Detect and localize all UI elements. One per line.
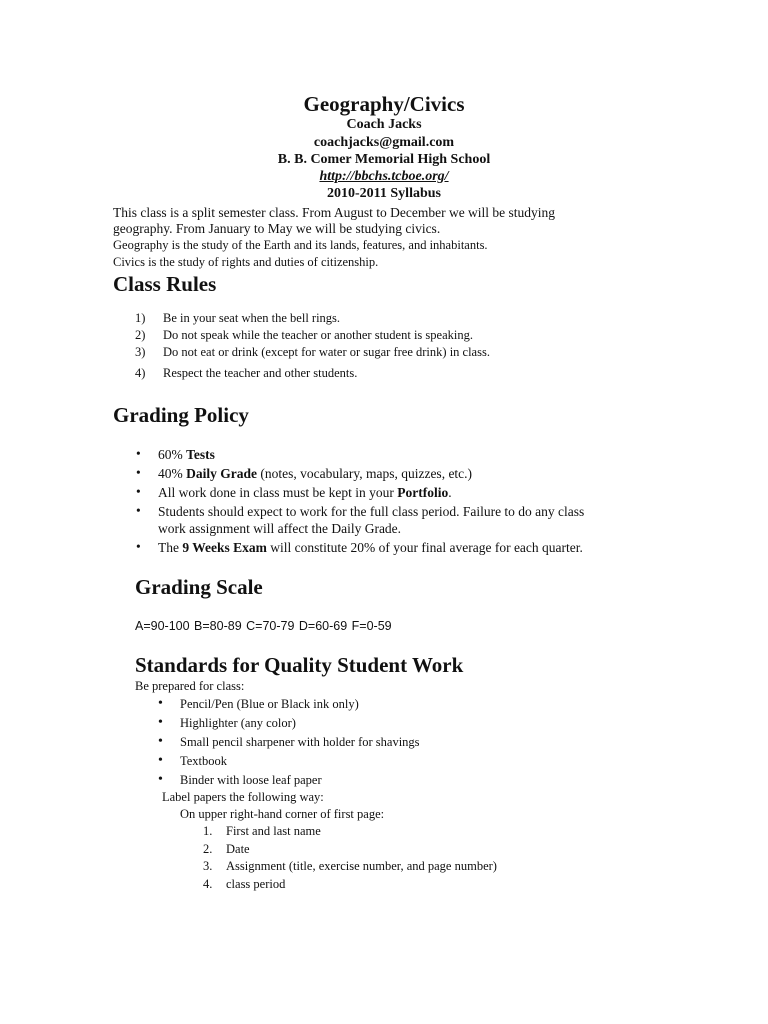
school-url-link[interactable]: http://bbchs.tcboe.org/ — [319, 169, 449, 184]
teacher-name: Coach Jacks — [346, 117, 422, 132]
step-text: Date — [226, 842, 250, 856]
supply-text: Binder with loose leaf paper — [180, 773, 322, 787]
grading-detail: will constitute 20% of your final average for each quarter. — [266, 540, 583, 555]
step-number: 2. — [203, 842, 213, 856]
intro-line-4: Civics is the study of rights and duties of citizenship. — [113, 255, 379, 269]
school-name: B. B. Comer Memorial High School — [277, 152, 491, 167]
label-instructions: Label papers the following way: — [162, 790, 324, 804]
class-rules-heading: Class Rules — [113, 272, 217, 296]
grading-text: All work done in class must be kept in your — [158, 485, 398, 500]
corner-instructions: On upper right-hand corner of first page: — [180, 807, 385, 821]
bullet-icon: • — [136, 503, 141, 518]
rule-number: 3) — [135, 345, 146, 359]
grading-text: The — [158, 540, 183, 555]
document-title: Geography/Civics — [303, 92, 465, 116]
grading-detail: . — [448, 485, 452, 500]
rule-text: Do not eat or drink (except for water or sugar free drink) in class. — [163, 345, 490, 359]
rule-number: 1) — [135, 311, 146, 325]
supply-text: Pencil/Pen (Blue or Black ink only) — [180, 697, 359, 711]
intro-line-2: geography. From January to May we will be studying civics. — [113, 221, 441, 236]
step-text: First and last name — [226, 824, 321, 838]
supply-text: Textbook — [180, 754, 228, 768]
grading-detail: (notes, vocabulary, maps, quizzes, etc.) — [257, 466, 473, 481]
supply-text: Small pencil sharpener with holder for shavings — [180, 735, 420, 749]
bullet-icon: • — [158, 696, 163, 711]
supply-text: Highlighter (any color) — [180, 716, 296, 730]
intro-line-1: This class is a split semester class. From August to December we will be studying — [113, 205, 556, 220]
grading-term: Tests — [186, 447, 215, 462]
step-number: 3. — [203, 859, 213, 873]
grading-text: Students should expect to work for the full class period. Failure to do any class — [158, 504, 585, 519]
bullet-icon: • — [136, 446, 141, 461]
bullet-icon: • — [136, 484, 141, 499]
prepared-label: Be prepared for class: — [135, 679, 245, 693]
bullet-icon: • — [158, 734, 163, 749]
bullet-icon: • — [158, 715, 163, 730]
bullet-icon: • — [136, 539, 141, 554]
grading-term: 9 Weeks Exam — [182, 540, 267, 555]
grading-term: Portfolio — [397, 485, 449, 500]
syllabus-year: 2010-2011 Syllabus — [327, 186, 441, 201]
rule-number: 2) — [135, 328, 146, 342]
rule-number: 4) — [135, 366, 146, 380]
grading-policy-heading: Grading Policy — [113, 403, 249, 427]
grading-term: Daily Grade — [186, 466, 257, 481]
bullet-icon: • — [158, 772, 163, 787]
grading-percent: 40% — [158, 466, 187, 481]
bullet-icon: • — [136, 465, 141, 480]
rule-text: Respect the teacher and other students. — [163, 366, 358, 380]
step-number: 1. — [203, 824, 213, 838]
step-text: Assignment (title, exercise number, and page number) — [226, 859, 497, 873]
step-number: 4. — [203, 877, 213, 891]
bullet-icon: • — [158, 753, 163, 768]
grading-percent: 60% — [158, 447, 187, 462]
standards-heading: Standards for Quality Student Work — [135, 653, 464, 677]
rule-text: Do not speak while the teacher or another student is speaking. — [163, 328, 473, 342]
grading-text: work assignment will affect the Daily Grade. — [158, 521, 402, 536]
teacher-email: coachjacks@gmail.com — [313, 135, 455, 150]
grading-scale-heading: Grading Scale — [135, 575, 263, 599]
rule-text: Be in your seat when the bell rings. — [163, 311, 341, 325]
step-text: class period — [226, 877, 286, 891]
grading-scale-values: A=90-100 B=80-89 C=70-79 D=60-69 F=0-59 — [135, 619, 392, 633]
intro-line-3: Geography is the study of the Earth and its lands, features, and inhabitants. — [113, 238, 488, 252]
